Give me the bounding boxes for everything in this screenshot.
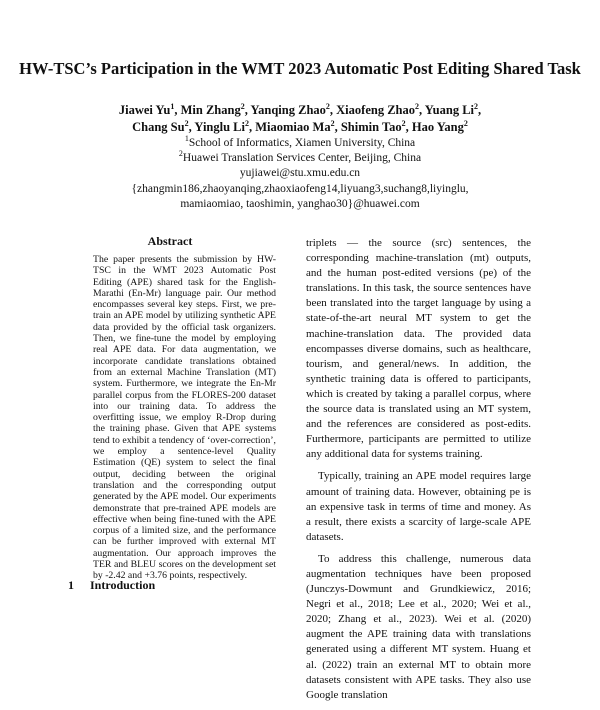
authors-line-2: Chang Su$^2$, Yinglu Li$^2$, Miaomiao Ma$^2$, Shimin Tao$^2$, Hao Yang$^2$ bbox=[132, 118, 468, 134]
author-affiliation-sup: 2 bbox=[401, 118, 406, 128]
author-affiliation-sup: 2 bbox=[244, 118, 249, 128]
author-affiliation-sup: 1 bbox=[170, 101, 175, 111]
author-name: Yuang Li bbox=[424, 103, 474, 117]
affiliation-1-text: School of Informatics, Xiamen University, China bbox=[188, 137, 416, 149]
author-name: Yanqing Zhao bbox=[250, 103, 326, 117]
author-name: Yinglu Li bbox=[194, 120, 245, 134]
author-affiliation-sup: 2 bbox=[463, 118, 468, 128]
email-2-line-2[interactable]: mamiaomiao, taoshimin, yanghao30}@huawei.com bbox=[180, 197, 420, 210]
abstract-heading: Abstract bbox=[147, 234, 193, 248]
author-affiliation-sup: 2 bbox=[414, 101, 419, 111]
author-name: Xiaofeng Zhao bbox=[336, 103, 415, 117]
author-name: Shimin Tao bbox=[340, 120, 402, 134]
affiliation-2 bbox=[0, 151, 600, 166]
intro-paragraph-1: triplets — the source (src) sentences, the corresponding machine-translation (mt) outputs, and the human post-edited versions (pe) of the translations. In this task, the source sentences have been translated into the target language by using a state-of-the-art neural MT system to get the machine-translation data. The provided data encompasses diverse domains, such as healthcare, tourism, and general/news. In addition, the synthetic training data is offered to participants, which is created by taking a parallel corpus, where the source data is translated using an MT system, and the references are considered as post-edits. Furthermore, participants are permitted to utilize any additional data for systems training. bbox=[306, 237, 531, 461]
abstract-text: The paper presents the submission by HW-TSC in the WMT 2023 Automatic Post Editing (APE) shared task for the English-Marathi (En-Mr) language pair. Our method encompasses several key steps. First, we pre-train an APE model by utilizing synthetic APE data provided by the official task organizers. Then, we fine-tune the model by employing real APE data. For data augmentation, we incorporate candidate translations obtained from an external Machine Translation (MT) system. Furthermore, we integrate the En-Mr parallel corpus from the FLORES-200 dataset into our training data. To address the overfitting issue, we employ R-Drop during the training phase. Given that APE systems tend to exhibit a tendency of ‘over-correction’, we employ a sentence-level Quality Estimation (QE) system to select the final output, deciding between the original translation and the corresponding output generated by the APE model. Our experiments demonstrate that pre-trained APE models are effective when being fine-tuned with the APE corpus of a limited size, and the performance can be further improved with external MT augmentation. Our approach improves the TER and BLEU scores on the development set by -2.42 and +3.76 points, respectively. bbox=[93, 254, 276, 582]
affiliation-2-sup: 2 bbox=[178, 149, 183, 159]
author-affiliation-sup: 2 bbox=[184, 118, 189, 128]
author-name: Min Zhang bbox=[180, 103, 241, 117]
author-name: Chang Su bbox=[132, 120, 185, 134]
right-column bbox=[306, 236, 531, 710]
section-heading-introduction bbox=[68, 578, 155, 593]
email-1[interactable]: yujiawei@stu.xmu.edu.cn bbox=[239, 167, 361, 180]
affiliations bbox=[0, 136, 600, 212]
author-affiliation-sup: 2 bbox=[474, 101, 478, 111]
affiliation-1 bbox=[0, 136, 600, 151]
author-affiliation-sup: 2 bbox=[240, 101, 245, 111]
section-number: 1 bbox=[68, 578, 74, 592]
section-title: Introduction bbox=[90, 578, 156, 592]
email-2-line-1[interactable]: {zhangmin186,zhaoyanqing,zhaoxiaofeng14,liyuang3,suchang8,liyinglu, bbox=[131, 182, 469, 195]
paper-title: HW-TSC’s Participation in the WMT 2023 Automatic Post Editing Shared Task bbox=[19, 59, 581, 78]
intro-paragraph-3: To address this challenge, numerous data augmentation techniques have been proposed (Junczys-Dowmunt and Grundkiewicz, 2016; Negri et al., 2018; Lee et al., 2020; Wei et al., 2020; Zhang et al., 2023). Wei et al. (2020) augment the APE training data with translations generated using a different MT system. Huang et al. (2022) train an external MT to obtain more datasets consistent with APE tasks. They also use Google translation bbox=[306, 552, 531, 701]
author-list bbox=[0, 102, 600, 136]
author-name: Miaomiao Ma bbox=[255, 120, 331, 134]
affiliation-1-sup: 1 bbox=[184, 134, 189, 144]
author-affiliation-sup: 2 bbox=[325, 101, 330, 111]
intro-paragraph-2: Typically, training an APE model requires large amount of training data. However, obtaining pe is an expensive task in terms of time and money. As a result, there exists a scarcity of large-scale APE datasets. bbox=[306, 470, 531, 543]
affiliation-2-text: Huawei Translation Services Center, Beijing, China bbox=[182, 152, 422, 165]
author-name: Jiawei Yu bbox=[118, 103, 171, 117]
authors-line-1: Jiawei Yu$^1$, Min Zhang$^2$, Yanqing Zhao$^2$, Xiaofeng Zhao$^2$, Yuang Li$^2$, bbox=[118, 101, 482, 117]
author-affiliation-sup: 2 bbox=[330, 118, 335, 128]
author-name: Hao Yang bbox=[411, 120, 464, 134]
